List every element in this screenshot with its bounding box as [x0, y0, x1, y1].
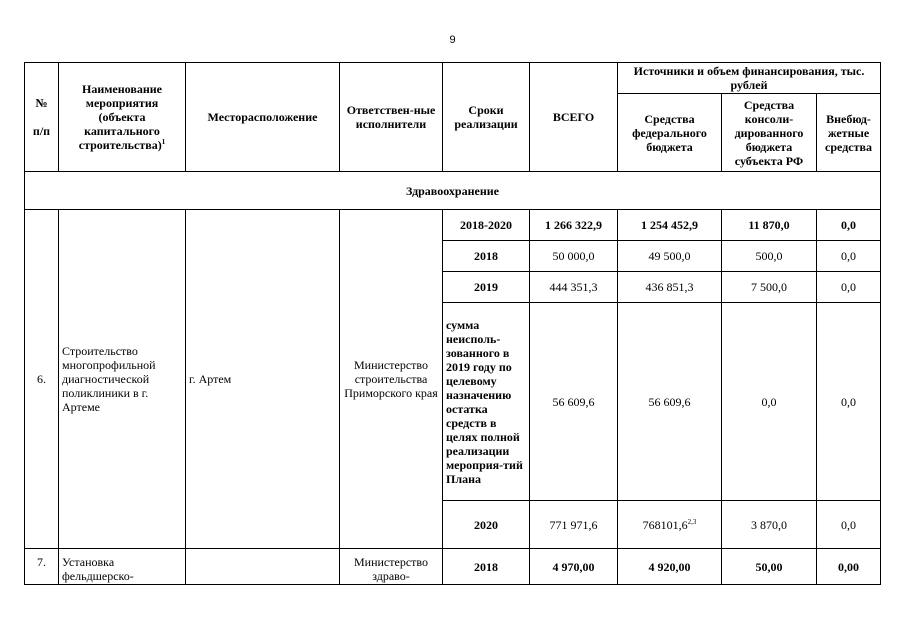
- total-cell: 444 351,3: [530, 272, 618, 303]
- financing-table: [24, 62, 881, 585]
- item7-executor: Министерство здраво-: [340, 549, 443, 585]
- table-row: [25, 549, 881, 585]
- header-extrabudget: Внебюд-жетные средства: [817, 94, 881, 172]
- extrabudget-cell: 0,0: [817, 210, 881, 241]
- extrabudget-cell: 0,0: [817, 241, 881, 272]
- period-cell: сумма неисполь-зованного в 2019 году по целевому назначению остатка средств в целях полной реализации мероприя-тий Плана: [443, 303, 530, 501]
- period-cell: 2018-2020: [443, 210, 530, 241]
- header-name: Наименование мероприятия (объекта капитального строительства)$^1$: [59, 63, 186, 172]
- regional-cell: 500,0: [722, 241, 817, 272]
- federal-cell: 49 500,0: [618, 241, 722, 272]
- header-row-1: [25, 63, 881, 94]
- header-federal: Средства федерального бюджета: [618, 94, 722, 172]
- header-num: № п/п: [25, 63, 59, 172]
- total-cell: 771 971,6: [530, 501, 618, 549]
- regional-cell: 3 870,0: [722, 501, 817, 549]
- item7-location: [186, 549, 340, 585]
- federal-cell: 4 920,00: [618, 549, 722, 585]
- regional-cell: 11 870,0: [722, 210, 817, 241]
- period-cell: 2020: [443, 501, 530, 549]
- item6-location: г. Артем: [186, 210, 340, 549]
- header-total: ВСЕГО: [530, 63, 618, 172]
- section-title: Здравоохранение: [25, 172, 881, 210]
- regional-cell: 50,00: [722, 549, 817, 585]
- regional-cell: 7 500,0: [722, 272, 817, 303]
- extrabudget-cell: 0,0: [817, 501, 881, 549]
- table-row: [25, 210, 881, 241]
- item7-num: 7.: [25, 549, 59, 585]
- total-cell: 56 609,6: [530, 303, 618, 501]
- total-cell: 4 970,00: [530, 549, 618, 585]
- header-executors: Ответствен-ные исполнители: [340, 63, 443, 172]
- header-location: Месторасположение: [186, 63, 340, 172]
- extrabudget-cell: 0,0: [817, 272, 881, 303]
- federal-cell: 768101,6$^{2,3}$: [618, 501, 722, 549]
- period-cell: 2019: [443, 272, 530, 303]
- period-cell: 2018: [443, 549, 530, 585]
- period-cell: 2018: [443, 241, 530, 272]
- header-sources-group: Источники и объем финансирования, тыс. рублей: [618, 63, 881, 94]
- federal-cell: 56 609,6: [618, 303, 722, 501]
- item6-name: Строительство многопрофильной диагностической поликлиники в г. Артеме: [59, 210, 186, 549]
- extrabudget-cell: 0,0: [817, 303, 881, 501]
- header-period: Сроки реализации: [443, 63, 530, 172]
- total-cell: 1 266 322,9: [530, 210, 618, 241]
- item6-num: 6.: [25, 210, 59, 549]
- page-number: 9: [449, 34, 456, 46]
- header-regional: Средства консоли-дированного бюджета субъекта РФ: [722, 94, 817, 172]
- item7-name: Установка фельдшерско-: [59, 549, 186, 585]
- total-cell: 50 000,0: [530, 241, 618, 272]
- federal-cell: 1 254 452,9: [618, 210, 722, 241]
- federal-cell: 436 851,3: [618, 272, 722, 303]
- item6-executor: Министерство строительства Приморского края: [340, 210, 443, 549]
- section-row: [25, 172, 881, 210]
- extrabudget-cell: 0,00: [817, 549, 881, 585]
- regional-cell: 0,0: [722, 303, 817, 501]
